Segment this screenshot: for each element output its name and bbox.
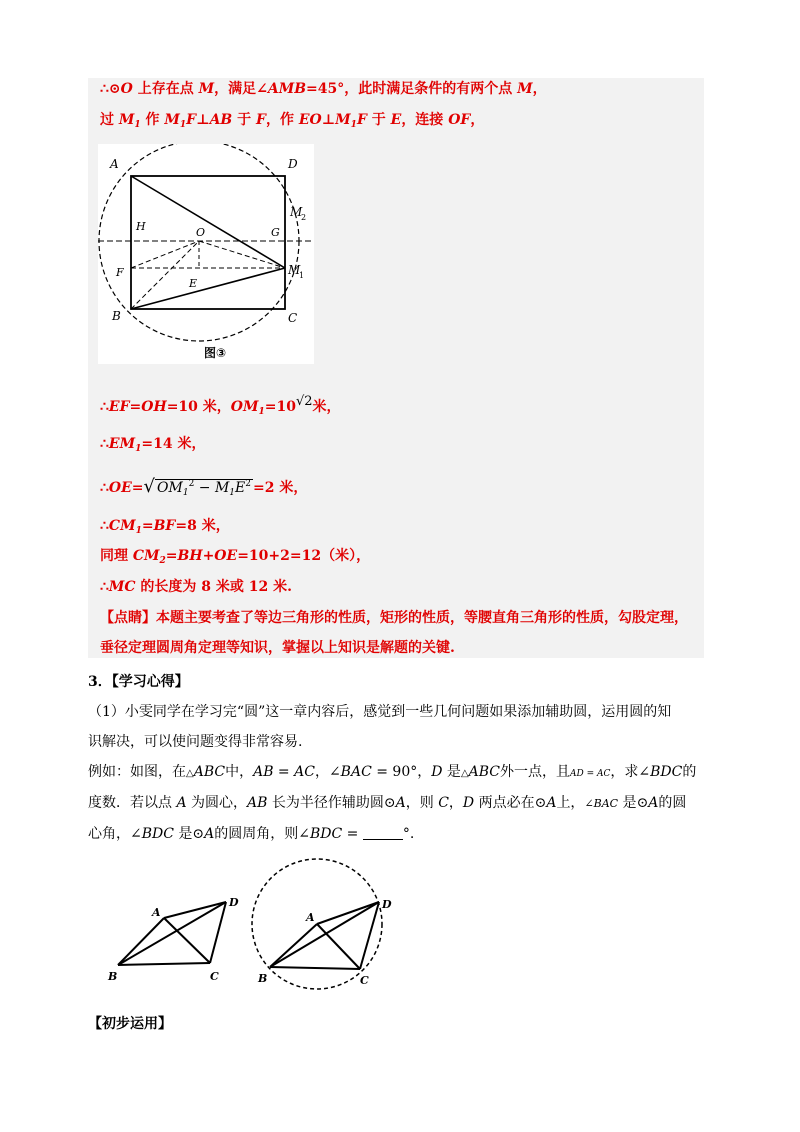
text: 两点必在: [474, 795, 535, 811]
text: E: [390, 112, 402, 128]
text: 本题主要考查了等边三角形的性质，矩形的性质，等腰直角三角形的性质，勾股定理，: [156, 610, 688, 626]
problem-3-para-1-line-1: [88, 702, 671, 722]
figure-3: [98, 144, 314, 364]
text: M: [335, 112, 351, 128]
segment-b-o: [131, 241, 199, 309]
label-d-left: D: [229, 896, 239, 909]
solution-line-3: [100, 392, 341, 422]
problem-3-heading: [88, 672, 189, 692]
text: 同理: [100, 548, 133, 564]
text: ⊙A: [636, 795, 659, 811]
figure-right: [252, 859, 392, 989]
segment-f-o: [131, 241, 199, 268]
comment-tag: 【点睛】: [100, 610, 156, 626]
text: 的长度为 8 米或 12 米.: [135, 579, 293, 595]
text: MC: [108, 579, 136, 595]
text: 垂径定理圆周角定理等知识，掌握以上知识是解题的关键.: [100, 640, 455, 656]
text: M: [164, 112, 180, 128]
text: 上存在点: [132, 81, 199, 97]
label-m1-sub: 1: [299, 271, 305, 280]
text: ，满足∠: [214, 81, 268, 97]
text: =: [342, 826, 363, 842]
text: AMB: [267, 81, 307, 97]
text: =: [165, 548, 178, 564]
example-line-3: [88, 824, 414, 844]
text: M: [198, 81, 215, 97]
label-m2: M: [290, 205, 303, 219]
text: ⊥: [196, 112, 210, 128]
text: 长为半径作辅助圆: [267, 795, 384, 811]
solution-line-8: [100, 577, 292, 597]
text: O: [120, 81, 133, 97]
text: OE: [108, 480, 132, 496]
seg-bc-right: [270, 967, 360, 969]
text: ∴: [100, 518, 109, 534]
text: E: [235, 480, 246, 496]
figure-caption: 图③: [204, 346, 227, 360]
triangle-symbol: △: [186, 768, 194, 779]
segment-o-m1: [199, 241, 285, 268]
text: 为圆心，: [186, 795, 248, 811]
text: AD = AC: [570, 769, 611, 779]
figure-3-svg: [98, 144, 314, 364]
label-o: O: [196, 226, 206, 239]
seg-ac-right: [317, 924, 360, 969]
text: ，作: [265, 112, 299, 128]
text: 1: [182, 488, 189, 498]
seg-ad: [164, 902, 226, 918]
text: ∴: [100, 399, 109, 415]
text: 2: [188, 479, 195, 489]
text: −: [194, 480, 215, 496]
text: M: [118, 112, 135, 128]
solution-line-2: [100, 110, 484, 135]
text: 心角，: [88, 826, 130, 842]
text: ，则: [405, 795, 439, 811]
sqrt-two: √2: [295, 394, 313, 409]
text: =: [141, 518, 154, 534]
text: 于: [366, 112, 391, 128]
text: EF=OH: [108, 399, 167, 415]
text: ，: [470, 112, 485, 128]
text: =10: [264, 399, 296, 415]
label-c: C: [288, 311, 298, 325]
label-b-left: B: [108, 970, 118, 983]
label-a: A: [110, 157, 119, 171]
text: （1）小雯同学在学习完“圆”这一章内容后，感觉到一些几何问题如果添加辅助圆，运用圆的知: [88, 704, 672, 720]
text: 1: [135, 526, 142, 536]
text: 1: [258, 407, 265, 417]
segment-a-m1: [131, 176, 285, 268]
text: OF: [448, 112, 471, 128]
text: ⊙A: [192, 826, 215, 842]
text: 识解决，可以使问题变得非常容易.: [88, 734, 303, 750]
text: CM: [132, 548, 160, 564]
text: ∴: [100, 480, 109, 496]
text: =10 米，: [166, 399, 231, 415]
text: ⊙A: [383, 795, 406, 811]
example-line-2: [88, 793, 686, 814]
label-g: G: [271, 226, 280, 239]
text: 的: [682, 764, 697, 780]
text: ∠BDC: [130, 826, 174, 842]
text: AC: [294, 764, 315, 780]
label-d-right: D: [382, 898, 392, 911]
problem-number: 3．: [88, 674, 112, 690]
text: OM: [230, 399, 259, 415]
comment-line-1: [100, 608, 688, 628]
label-a-left: A: [152, 906, 161, 919]
problem-3-para-1-line-2: [88, 732, 302, 752]
text: 中，: [225, 764, 254, 780]
text: ，求: [610, 764, 639, 780]
text: =8 米，: [175, 518, 230, 534]
text: =10+2=12（米），: [237, 548, 371, 564]
label-d: D: [288, 157, 298, 171]
text: 米，: [312, 399, 341, 415]
solution-line-7: [100, 546, 370, 571]
text: ⊥: [321, 112, 336, 128]
text: ∠BDC: [298, 826, 343, 842]
text: 于: [232, 112, 257, 128]
triangle-symbol: △: [460, 768, 469, 779]
text: CM: [108, 518, 136, 534]
text: C: [438, 795, 449, 811]
text: 2: [159, 556, 166, 566]
problem-title: 【学习心得】: [111, 674, 189, 690]
text: ，连接: [401, 112, 449, 128]
text: AB: [209, 112, 233, 128]
text: 例如：如图，在: [88, 764, 186, 780]
text: EM: [108, 436, 136, 452]
solution-line-1: [100, 79, 547, 99]
text: =45°，此时满足条件的有两个点: [306, 81, 518, 97]
text: F: [256, 112, 266, 128]
seg-bc: [118, 963, 210, 965]
text: AB: [253, 764, 274, 780]
text: °.: [402, 826, 415, 842]
text: =: [131, 480, 144, 496]
text: 1: [135, 444, 142, 454]
text: ∠BAC: [584, 797, 619, 810]
text: 度数．若以点: [88, 795, 177, 811]
text: 是: [442, 764, 461, 780]
label-e: E: [189, 277, 198, 290]
solution-line-6: [100, 516, 230, 541]
text: 的圆周角，则: [214, 826, 299, 842]
sqrt-radicand: [155, 479, 253, 496]
text: 1: [350, 120, 357, 130]
text: ABC: [468, 764, 501, 780]
text: BH+OE: [177, 548, 238, 564]
text: 1: [229, 488, 236, 498]
text: ABC: [193, 764, 226, 780]
text: ∴⊙: [100, 81, 121, 97]
text: ∠BDC: [638, 764, 683, 780]
label-h: H: [136, 220, 146, 233]
text: 【初步运用】: [88, 1016, 172, 1032]
text: M: [214, 480, 230, 496]
label-c-right: C: [360, 974, 369, 987]
text: ，: [314, 764, 329, 780]
label-b-right: B: [258, 972, 268, 985]
text: 上，: [556, 795, 585, 811]
comment-line-2: [100, 638, 455, 658]
label-m1: M: [288, 263, 301, 277]
text: =14 米，: [141, 436, 206, 452]
text: 是: [173, 826, 193, 842]
seg-ab-right: [270, 924, 317, 967]
text: A: [176, 795, 187, 811]
text: =: [273, 764, 295, 780]
seg-cd: [210, 902, 226, 963]
label-a-right: A: [306, 911, 315, 924]
text: OM: [157, 480, 183, 496]
text: 1: [179, 120, 187, 130]
text: 作: [140, 112, 165, 128]
text: F: [186, 112, 197, 128]
example-line-1: [88, 762, 696, 784]
text: 是: [618, 795, 637, 811]
text: ，: [417, 764, 432, 780]
text: = 90°: [371, 764, 418, 780]
text: ∴: [100, 579, 109, 595]
text: AB: [247, 795, 268, 811]
section-heading: [88, 1014, 172, 1034]
text: ，: [448, 795, 463, 811]
seg-bd: [118, 902, 226, 965]
text: 1: [134, 120, 141, 130]
text: =2 米，: [252, 480, 308, 496]
label-c-left: C: [210, 970, 219, 983]
solution-line-5: [100, 474, 307, 503]
text: M: [517, 81, 533, 97]
text: EO: [298, 112, 322, 128]
problem-3-figures: [102, 850, 402, 990]
text: BF: [153, 518, 176, 534]
text: 外一点，且: [500, 764, 571, 780]
text: ，: [532, 81, 547, 97]
solution-line-4: [100, 434, 205, 459]
figure-left: [107, 896, 239, 983]
text: 的圆: [658, 795, 687, 811]
label-m2-sub: 2: [301, 213, 307, 222]
text: 2: [245, 479, 251, 489]
segment-b-m1: [131, 268, 285, 309]
problem-3-figures-svg: [102, 850, 402, 990]
text: D: [431, 764, 443, 780]
text: ∴: [100, 436, 109, 452]
text: ∠BAC: [328, 764, 372, 780]
text: ⊙A: [534, 795, 557, 811]
sqrt-sign: √: [143, 476, 156, 497]
text: 过: [100, 112, 119, 128]
label-b: B: [112, 309, 121, 323]
text: F: [356, 112, 367, 128]
label-f: F: [116, 266, 124, 279]
text: D: [462, 795, 475, 811]
answer-blank[interactable]: [363, 825, 403, 840]
